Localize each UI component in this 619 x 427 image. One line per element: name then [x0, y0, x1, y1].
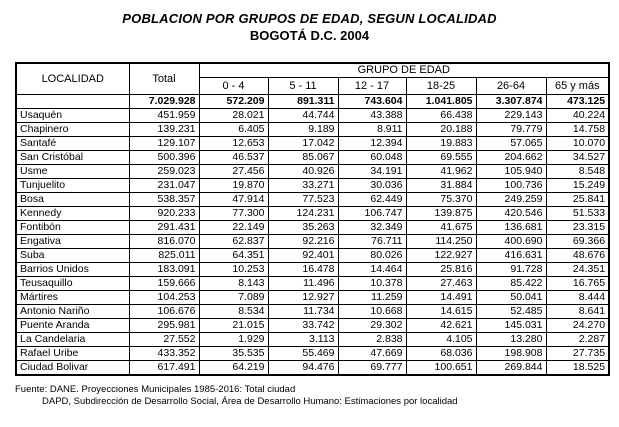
value-cell: 18.525: [546, 361, 609, 376]
value-cell: 1.929: [199, 333, 268, 347]
header-row-top: [16, 63, 609, 78]
value-cell: 16.765: [546, 277, 609, 291]
value-cell: 22.149: [199, 221, 268, 235]
value-cell: 129.107: [129, 137, 199, 151]
value-cell: 79.779: [476, 123, 546, 137]
value-cell: 11.496: [268, 277, 338, 291]
value-cell: 47.914: [199, 193, 268, 207]
value-cell: 27.552: [129, 333, 199, 347]
value-cell: 816.070: [129, 235, 199, 249]
value-cell: 62.837: [199, 235, 268, 249]
value-cell: 122.927: [406, 249, 476, 263]
value-cell: 159.666: [129, 277, 199, 291]
value-cell: 24.351: [546, 263, 609, 277]
source-line-2: DAPD, Subdirección de Desarrollo Social, Área de Desarrollo Humano: Estimaciones por localidad: [42, 396, 458, 407]
value-cell: 100.736: [476, 179, 546, 193]
value-cell: 10.253: [199, 263, 268, 277]
locality-name: Puente Aranda: [16, 319, 129, 333]
locality-name: Santafé: [16, 137, 129, 151]
value-cell: 33.742: [268, 319, 338, 333]
value-cell: 4.105: [406, 333, 476, 347]
value-cell: 77.523: [268, 193, 338, 207]
source-footer: [15, 384, 458, 408]
population-table: [15, 62, 610, 376]
totals-empty-cell: [16, 95, 129, 109]
locality-name: La Candelaria: [16, 333, 129, 347]
value-cell: 11.259: [338, 291, 406, 305]
locality-name: San Cristóbal: [16, 151, 129, 165]
value-cell: 13.280: [476, 333, 546, 347]
value-cell: 14.758: [546, 123, 609, 137]
value-cell: 24.270: [546, 319, 609, 333]
table-row: [16, 361, 609, 376]
totals-age-12-17: 743.604: [338, 95, 406, 109]
value-cell: 92.216: [268, 235, 338, 249]
value-cell: 28.021: [199, 109, 268, 123]
header-age-12-17: 12 - 17: [338, 78, 406, 95]
value-cell: 62.449: [338, 193, 406, 207]
value-cell: 31.884: [406, 179, 476, 193]
value-cell: 91.728: [476, 263, 546, 277]
table-row: [16, 333, 609, 347]
value-cell: 21.015: [199, 319, 268, 333]
value-cell: 85.067: [268, 151, 338, 165]
value-cell: 46.537: [199, 151, 268, 165]
header-grupo-de-edad: GRUPO DE EDAD: [199, 63, 609, 78]
table-row: [16, 123, 609, 137]
totals-age-0-4: 572.209: [199, 95, 268, 109]
table-row: [16, 249, 609, 263]
table-row: [16, 347, 609, 361]
value-cell: 14.464: [338, 263, 406, 277]
totals-age-18-25: 1.041.805: [406, 95, 476, 109]
header-age-5-11: 5 - 11: [268, 78, 338, 95]
value-cell: 12.653: [199, 137, 268, 151]
value-cell: 183.091: [129, 263, 199, 277]
table-row: [16, 179, 609, 193]
value-cell: 64.351: [199, 249, 268, 263]
totals-age-65-mas: 473.125: [546, 95, 609, 109]
value-cell: 15.249: [546, 179, 609, 193]
value-cell: 25.816: [406, 263, 476, 277]
value-cell: 14.491: [406, 291, 476, 305]
value-cell: 25.841: [546, 193, 609, 207]
value-cell: 269.844: [476, 361, 546, 376]
value-cell: 32.349: [338, 221, 406, 235]
value-cell: 27.463: [406, 277, 476, 291]
value-cell: 9.189: [268, 123, 338, 137]
value-cell: 76.711: [338, 235, 406, 249]
value-cell: 295.981: [129, 319, 199, 333]
value-cell: 8.911: [338, 123, 406, 137]
value-cell: 433.352: [129, 347, 199, 361]
header-age-18-25: 18-25: [406, 78, 476, 95]
totals-age-26-64: 3.307.874: [476, 95, 546, 109]
locality-name: Antonio Nariño: [16, 305, 129, 319]
source-line-1: Fuente: DANE. Proyecciones Municipales 1985-2016: Total ciudad: [15, 384, 296, 395]
value-cell: 33.271: [268, 179, 338, 193]
value-cell: 451.959: [129, 109, 199, 123]
value-cell: 420.546: [476, 207, 546, 221]
value-cell: 3.113: [268, 333, 338, 347]
value-cell: 139.875: [406, 207, 476, 221]
locality-name: Fontibón: [16, 221, 129, 235]
value-cell: 43.388: [338, 109, 406, 123]
value-cell: 27.456: [199, 165, 268, 179]
value-cell: 10.668: [338, 305, 406, 319]
header-localidad: LOCALIDAD: [16, 63, 129, 95]
value-cell: 920.233: [129, 207, 199, 221]
locality-name: Suba: [16, 249, 129, 263]
value-cell: 34.191: [338, 165, 406, 179]
value-cell: 64.219: [199, 361, 268, 376]
value-cell: 11.734: [268, 305, 338, 319]
value-cell: 47.669: [338, 347, 406, 361]
locality-name: Teusaquillo: [16, 277, 129, 291]
value-cell: 6.405: [199, 123, 268, 137]
value-cell: 8.143: [199, 277, 268, 291]
value-cell: 204.662: [476, 151, 546, 165]
value-cell: 14.615: [406, 305, 476, 319]
totals-age-5-11: 891.311: [268, 95, 338, 109]
value-cell: 106.747: [338, 207, 406, 221]
value-cell: 92.401: [268, 249, 338, 263]
value-cell: 50.041: [476, 291, 546, 305]
table-row: [16, 235, 609, 249]
locality-name: Usme: [16, 165, 129, 179]
value-cell: 106.676: [129, 305, 199, 319]
table-row: [16, 165, 609, 179]
value-cell: 40.224: [546, 109, 609, 123]
value-cell: 500.396: [129, 151, 199, 165]
table-row: [16, 291, 609, 305]
value-cell: 75.370: [406, 193, 476, 207]
locality-name: Mártires: [16, 291, 129, 305]
locality-name: Chapinero: [16, 123, 129, 137]
value-cell: 27.735: [546, 347, 609, 361]
table-row: [16, 109, 609, 123]
value-cell: 29.302: [338, 319, 406, 333]
value-cell: 105.940: [476, 165, 546, 179]
value-cell: 8.444: [546, 291, 609, 305]
value-cell: 229.143: [476, 109, 546, 123]
value-cell: 51.533: [546, 207, 609, 221]
value-cell: 114.250: [406, 235, 476, 249]
value-cell: 124.231: [268, 207, 338, 221]
value-cell: 291.431: [129, 221, 199, 235]
value-cell: 139.231: [129, 123, 199, 137]
value-cell: 2.838: [338, 333, 406, 347]
value-cell: 416.631: [476, 249, 546, 263]
locality-name: Barrios Unidos: [16, 263, 129, 277]
value-cell: 80.026: [338, 249, 406, 263]
value-cell: 69.777: [338, 361, 406, 376]
value-cell: 259.023: [129, 165, 199, 179]
value-cell: 34.527: [546, 151, 609, 165]
value-cell: 23.315: [546, 221, 609, 235]
value-cell: 8.548: [546, 165, 609, 179]
value-cell: 48.676: [546, 249, 609, 263]
value-cell: 8.641: [546, 305, 609, 319]
locality-name: Kennedy: [16, 207, 129, 221]
value-cell: 35.263: [268, 221, 338, 235]
value-cell: 2.287: [546, 333, 609, 347]
table-row: [16, 221, 609, 235]
header-total: Total: [129, 63, 199, 95]
value-cell: 57.065: [476, 137, 546, 151]
value-cell: 52.485: [476, 305, 546, 319]
locality-name: Tunjuelito: [16, 179, 129, 193]
table-body: [16, 95, 609, 376]
locality-name: Bosa: [16, 193, 129, 207]
header-age-26-64: 26-64: [476, 78, 546, 95]
value-cell: 10.378: [338, 277, 406, 291]
value-cell: 85.422: [476, 277, 546, 291]
value-cell: 400.690: [476, 235, 546, 249]
value-cell: 66.438: [406, 109, 476, 123]
value-cell: 12.927: [268, 291, 338, 305]
value-cell: 40.926: [268, 165, 338, 179]
value-cell: 19.883: [406, 137, 476, 151]
totals-total: 7.029.928: [129, 95, 199, 109]
value-cell: 44.744: [268, 109, 338, 123]
header-age-0-4: 0 - 4: [199, 78, 268, 95]
locality-name: Engativa: [16, 235, 129, 249]
page-subtitle: BOGOTÁ D.C. 2004: [249, 28, 370, 43]
value-cell: 7.089: [199, 291, 268, 305]
value-cell: 35.535: [199, 347, 268, 361]
value-cell: 69.366: [546, 235, 609, 249]
value-cell: 17.042: [268, 137, 338, 151]
value-cell: 41.675: [406, 221, 476, 235]
value-cell: 60.048: [338, 151, 406, 165]
value-cell: 12.394: [338, 137, 406, 151]
value-cell: 42.621: [406, 319, 476, 333]
table-row: [16, 263, 609, 277]
table-row: [16, 277, 609, 291]
value-cell: 55.469: [268, 347, 338, 361]
value-cell: 68.036: [406, 347, 476, 361]
value-cell: 538.357: [129, 193, 199, 207]
value-cell: 20.188: [406, 123, 476, 137]
table-row: [16, 319, 609, 333]
locality-name: Rafael Uribe: [16, 347, 129, 361]
value-cell: 617.491: [129, 361, 199, 376]
value-cell: 41.962: [406, 165, 476, 179]
value-cell: 100.651: [406, 361, 476, 376]
value-cell: 94.476: [268, 361, 338, 376]
value-cell: 231.047: [129, 179, 199, 193]
value-cell: 10.070: [546, 137, 609, 151]
locality-name: Ciudad Bolivar: [16, 361, 129, 376]
totals-row: [16, 95, 609, 109]
table-row: [16, 193, 609, 207]
table-row: [16, 137, 609, 151]
value-cell: 8.534: [199, 305, 268, 319]
value-cell: 198.908: [476, 347, 546, 361]
value-cell: 30.036: [338, 179, 406, 193]
value-cell: 136.681: [476, 221, 546, 235]
value-cell: 69.555: [406, 151, 476, 165]
page-title: POBLACION POR GRUPOS DE EDAD, SEGUN LOCALIDAD: [122, 11, 497, 26]
locality-name: Usaquén: [16, 109, 129, 123]
header-age-65-mas: 65 y más: [546, 78, 609, 95]
table-row: [16, 151, 609, 165]
value-cell: 825.011: [129, 249, 199, 263]
value-cell: 19.870: [199, 179, 268, 193]
value-cell: 77.300: [199, 207, 268, 221]
value-cell: 249.259: [476, 193, 546, 207]
table-row: [16, 207, 609, 221]
table-row: [16, 305, 609, 319]
value-cell: 145.031: [476, 319, 546, 333]
value-cell: 104.253: [129, 291, 199, 305]
value-cell: 16.478: [268, 263, 338, 277]
